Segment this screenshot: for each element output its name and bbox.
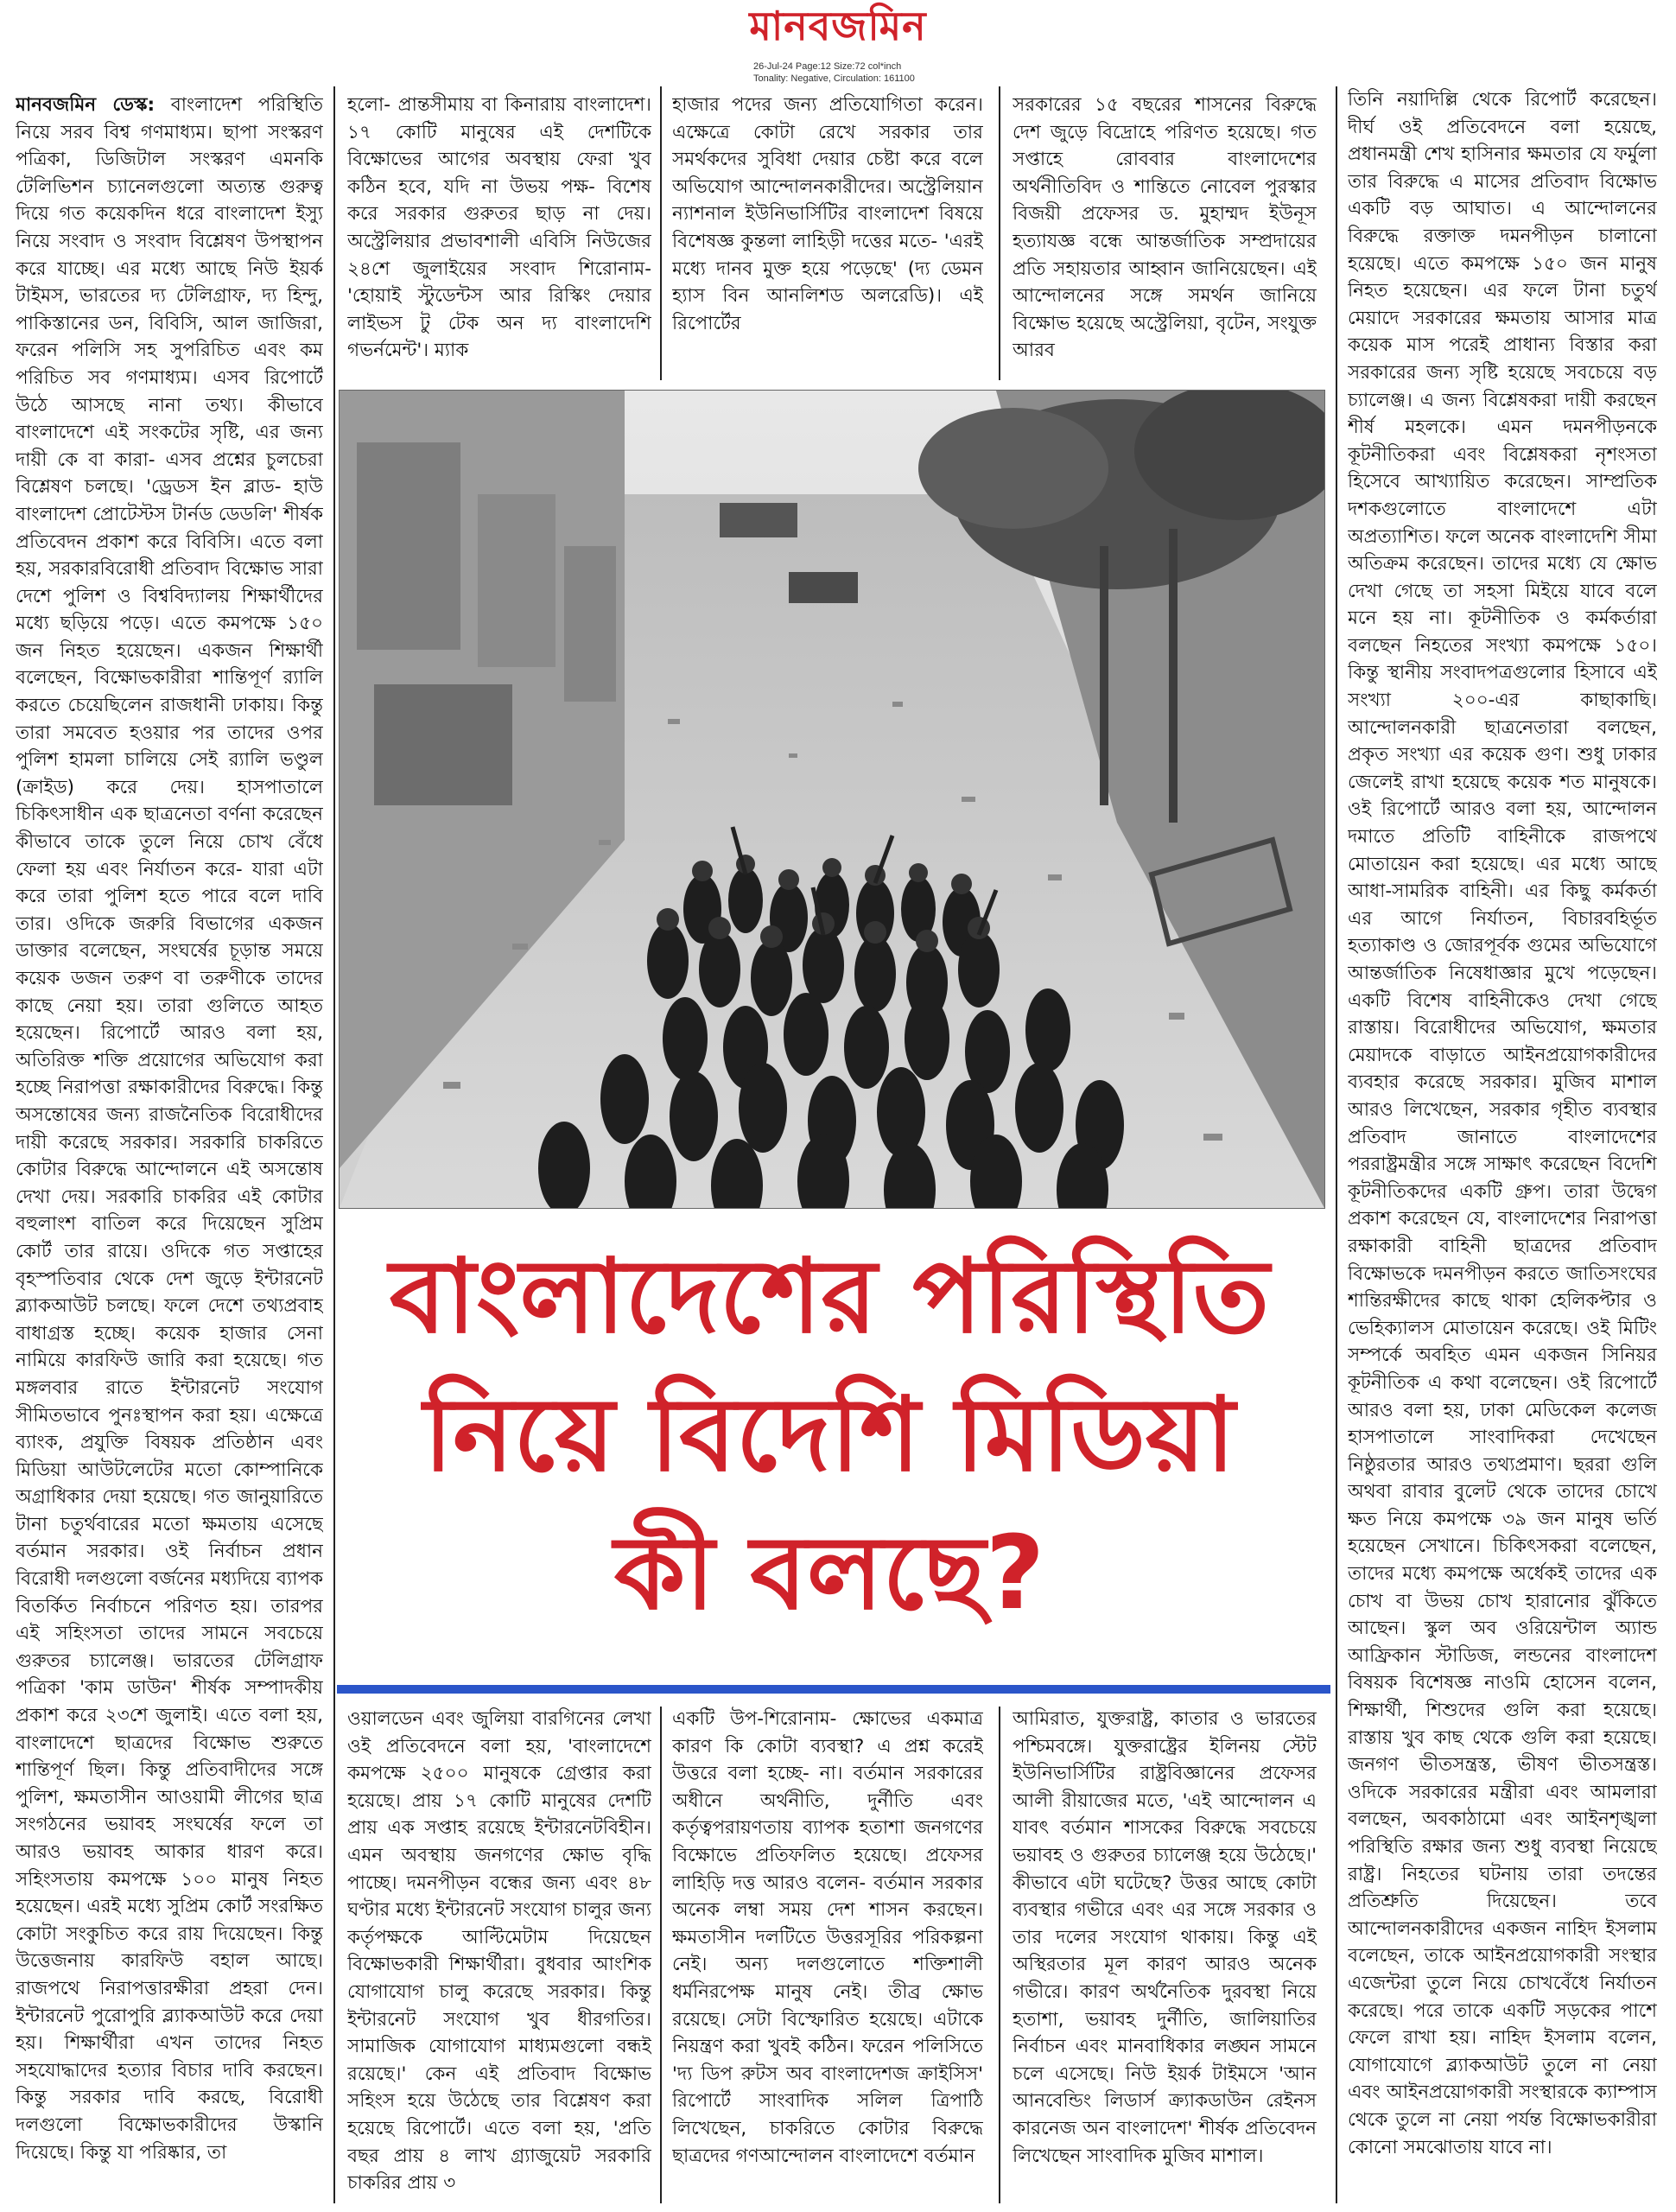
article-column-3-top-text: হাজার পদের জন্য প্রতিযোগিতা করেন। এক্ষেত্রে কোটা রেখে সরকার তার সমর্থকদের সুবিধা দেয়ার চেষ্টা করে বলে অভিযোগ আন্দোলনকারীদের। অস্ট্রেলিয়ান ন্যাশনাল ইউনিভার্সিটির বাংলাদেশ বিষয়ে বিশেষজ্ঞ কুন্তলা লাহিড়ী দত্তের মতে- 'এরই মধ্যে দানব মুক্ত হয়ে পড়েছে' (দ্য ডেমন হ্যাস বিন আনলিশড অলরেডি)। এই রিপোর্টের: [672, 94, 983, 334]
clipping-meta-line-2: Tonality: Negative, Circulation: 161100: [753, 73, 915, 84]
clipping-meta-line-1: 26-Jul-24 Page:12 Size:72 col*inch: [753, 61, 902, 72]
column-divider: [333, 86, 335, 2203]
article-column-3-bottom-text: একটি উপ-শিরোনাম- ক্ষোভের একমাত্র কারণ কি কোটা ব্যবস্থা? এ প্রশ্ন করেই উত্তরে বলা হচ্ছে- না। বর্তমান সরকারের অধীনে অর্থনীতি, দুর্নীতি এবং কর্তৃত্বপরায়ণতায় ব্যাপক হতাশা জনগণের বিক্ষোভে প্রতিফলিত হয়েছে। প্রফেসর লাহিড়ি দত্ত আরও বলেন- বর্তমান সরকার অনেক লম্বা সময় দেশ শাসন করছেন। ক্ষমতাসীন দলটিতে উত্তরসূরির পরিকল্পনা নেই। অন্য দলগুলোতে শক্তিশালী ধর্মনিরপেক্ষ মানুষ নেই। তীব্র ক্ষোভ রয়েছে। সেটা বিস্ফোরিত হয়েছে। এটাকে নিয়ন্ত্রণ করা খুবই কঠিন। ফরেন পলিসিতে 'দ্য ডিপ রুটস অব বাংলাদেশজ ক্রাইসিস' রিপোর্টে সাংবাদিক সলিল ত্রিপাঠি লিখেছেন, চাকরিতে কোটার বিরুদ্ধে ছাত্রদের গণআন্দোলন বাংলাদেশে বর্তমান: [672, 1708, 983, 2167]
article-column-4-top-text: সরকারের ১৫ বছরের শাসনের বিরুদ্ধে দেশ জুড়ে বিদ্রোহে পরিণত হয়েছে। গত সপ্তাহে রোববার বাংলাদেশের অর্থনীতিবিদ ও শান্তিতে নোবেল পুরস্কার বিজয়ী প্রফেসর ড. মুহাম্মদ ইউনূস হত্যাযজ্ঞ বন্ধে আন্তর্জাতিক সম্প্রদায়ের প্রতি সহায়তার আহ্বান জানিয়েছেন। এই আন্দোলনের সঙ্গে সমর্থন জানিয়ে বিক্ষোভ হয়েছে অস্ট্রেলিয়া, বৃটেন, সংযুক্ত আরব: [1013, 94, 1317, 362]
article-column-2-bottom: [347, 1706, 651, 2200]
masthead-logo: [708, 0, 968, 59]
headline-line-3: কী বলছে?: [613, 1513, 1045, 1632]
article-column-3-top: [672, 92, 983, 382]
headline: [328, 1214, 1330, 1681]
article-column-1: [16, 92, 323, 2200]
article-dateline: মানবজমিন ডেস্ক:: [16, 94, 156, 116]
article-column-2-top: [347, 92, 651, 382]
headline-line-1: বাংলাদেশের পরিস্থিতি: [389, 1236, 1270, 1356]
article-column-4-bottom: [1013, 1706, 1317, 2200]
column-divider: [660, 1707, 662, 2203]
article-column-4-bottom-text: আমিরাত, যুক্তরাষ্ট্র, কাতার ও ভারতের পশ্চিমবঙ্গে। যুক্তরাষ্ট্রের ইলিনয় স্টেট ইউনিভার্সিটির রাষ্ট্রবিজ্ঞানের প্রফেসর আলী রীয়াজের মতে, 'এই আন্দোলন এ যাবৎ বর্তমান শাসকের বিরুদ্ধে সবচেয়ে ভয়াবহ ও গুরুতর চ্যালেঞ্জ হয়ে উঠেছে।' কীভাবে এটা ঘটেছে? উত্তর আছে কোটা ব্যবস্থার গভীরে এবং এর সঙ্গে সরকার ও তার দলের সংযোগ থাকায়। কিন্তু এই অস্থিরতার মূল কারণ আরও অনেক গভীরে। কারণ অর্থনৈতিক দুরবস্থা নিয়ে হতাশা, ভয়াবহ দুর্নীতি, জালিয়াতির নির্বাচন এবং মানবাধিকার লঙ্ঘন সামনে চলে এসেছে। নিউ ইয়র্ক টাইমসে 'আন আনবেন্ডিং লিডার্স ক্র্যাকডাউন রেইনস কারনেজ অন বাংলাদেশ' শীর্ষক প্রতিবেদন লিখেছেন সাংবাদিক মুজিব মাশাল।: [1013, 1708, 1317, 2167]
headline-underline-bar: [337, 1685, 1330, 1694]
column-divider: [999, 86, 1000, 380]
article-column-3-bottom: [672, 1706, 983, 2200]
news-photo: [339, 390, 1325, 1209]
headline-line-2: নিয়ে বিদেশি মিডিয়া: [423, 1375, 1235, 1494]
masthead-logo-text: মানবজমিন: [749, 3, 927, 49]
news-photo-illustration: [340, 391, 1324, 1208]
article-column-2-bottom-text: ওয়ালডেন এবং জুলিয়া বারগিনের লেখা ওই প্রতিবেদনে বলা হয়, 'বাংলাদেশে কমপক্ষে ২৫০০ মানুষকে গ্রেপ্তার করা হয়েছে। প্রায় ১৭ কোটি মানুষের দেশটি প্রায় এক সপ্তাহ রয়েছে ইন্টারনেটবিহীন। এমন অবস্থায় জনগণের ক্ষোভ বৃদ্ধি পাচ্ছে। দমনপীড়ন বন্ধের জন্য এবং ৪৮ ঘণ্টার মধ্যে ইন্টারনেট সংযোগ চালুর জন্য কর্তৃপক্ষকে আল্টিমেটাম দিয়েছেন বিক্ষোভকারী শিক্ষার্থীরা। বুধবার আংশিক যোগাযোগ চালু করেছে সরকার। কিন্তু ইন্টারনেট সংযোগ খুব ধীরগতির। সামাজিক যোগাযোগ মাধ্যমগুলো বন্ধই রয়েছে।' কেন এই প্রতিবাদ বিক্ষোভ সহিংস হয়ে উঠেছে তার বিশ্লেষণ করা হয়েছে রিপোর্টে। এতে বলা হয়, 'প্রতি বছর প্রায় ৪ লাখ গ্র্যাজুয়েট সরকারি চাকরির প্রায় ৩: [347, 1708, 651, 2195]
clipping-meta: [753, 60, 978, 85]
article-column-5-text: তিনি নয়াদিল্লি থেকে রিপোর্ট করেছেন। দীর্ঘ ওই প্রতিবেদনে বলা হয়েছে, প্রধানমন্ত্রী শেখ হাসিনার ক্ষমতার যে ফর্মুলা তার বিরুদ্ধে এ মাসের প্রতিবাদ বিক্ষোভ একটি বড় আঘাত। এ আন্দোলনের বিরুদ্ধে রক্তাক্ত দমনপীড়ন চালানো হয়েছে। এতে কমপক্ষে ১৫০ জন মানুষ নিহত হয়েছেন। এর ফলে টানা চতুর্থ মেয়াদে সরকারের ক্ষমতায় আসার মাত্র কয়েক মাস পরেই প্রাধান্য বিস্তার করা সরকারের জন্য সৃষ্টি হয়েছে সবচেয়ে বড় চ্যালেঞ্জ। এ জন্য বিশ্লেষকরা দায়ী করছেন শীর্ষ মহলকে। এমন দমনপীড়নকে কূটনীতিকরা এবং বিশ্লেষকরা নৃশংসতা হিসেবে আখ্যায়িত করেছেন। সাম্প্রতিক দশকগুলোতে বাংলাদেশে এটা অপ্রত্যাশিত। ফলে অনেক বাংলাদেশি সীমা অতিক্রম করেছেন। তাদের মধ্যে যে ক্ষোভ দেখা গেছে তা সহসা মিইয়ে যাবে বলে মনে হয় না। কূটনীতিক ও কর্মকর্তারা বলছেন নিহতের সংখ্যা কমপক্ষে ১৫০। কিন্তু স্থানীয় সংবাদপত্রগুলোর হিসাবে এই সংখ্যা ২০০-এর কাছাকাছি। আন্দোলনকারী ছাত্রনেতারা বলছেন, প্রকৃত সংখ্যা এর কয়েক গুণ। শুধু ঢাকার জেলেই রাখা হয়েছে কয়েক শত মানুষকে। ওই রিপোর্টে আরও বলা হয়, আন্দোলন দমাতে প্রতিটি বাহিনীকে রাজপথে মোতায়েন করা হয়েছে। এর মধ্যে আছে আধা-সামরিক বাহিনী। এর কিছু কর্মকর্তা এর আগে নির্যাতন, বিচারবহির্ভূত হত্যাকাণ্ড ও জোরপূর্বক গুমের অভিযোগে আন্তর্জাতিক নিষেধাজ্ঞার মুখে পড়েছেন। একটি বিশেষ বাহিনীকেও দেখা গেছে রাস্তায়। বিরোধীদের অভিযোগ, ক্ষমতার মেয়াদকে বাড়াতে আইনপ্রয়োগকারীদের ব্যবহার করেছে সরকার। মুজিব মাশাল আরও লিখেছেন, সরকার গৃহীত ব্যবস্থার প্রতিবাদ জানাতে বাংলাদেশের পররাষ্ট্রমন্ত্রীর সঙ্গে সাক্ষাৎ করেছেন বিদেশি কূটনীতিকদের একটি গ্রুপ। তারা উদ্বেগ প্রকাশ করেছেন যে, বাংলাদেশের নিরাপত্তা রক্ষাকারী বাহিনী ছাত্রদের প্রতিবাদ বিক্ষোভকে দমনপীড়ন করতে জাতিসংঘের শান্তিরক্ষীদের কাছে থাকা হেলিকপ্টার ও ভেহিক্যালস মোতায়েন করেছে। ওই মিটিং সম্পর্কে অবহিত এমন একজন সিনিয়র কূটনীতিক এ কথা বলেছেন। ওই রিপোর্টে আরও বলা হয়, ঢাকা মেডিকেল কলেজ হাসপাতালে সাংবাদিকরা দেখেছেন নিষ্ঠুরতার আরও তথ্যপ্রমাণ। ছররা গুলি অথবা রাবার বুলেট থেকে তাদের চোখে ক্ষত নিয়ে কমপক্ষে ৩৯ জন মানুষ ভর্তি হয়েছেন সেখানে। চিকিৎসকরা বলেছেন, তাদের মধ্যে কমপক্ষে অর্ধেকই তাদের এক চোখ বা উভয় চোখ হারানোর ঝুঁকিতে আছেন। স্কুল অব ওরিয়েন্টাল অ্যান্ড আফ্রিকান স্টাডিজ, লন্ডনের বাংলাদেশ বিষয়ক বিশেষজ্ঞ নাওমি হোসেন বলেন, শিক্ষার্থী, শিশুদের গুলি করা হয়েছে। রাস্তায় খুব কাছ থেকে গুলি করা হয়েছে। জনগণ ভীতসন্ত্রস্ত, ভীষণ ভীতসন্ত্রস্ত। ওদিকে সরকারের মন্ত্রীরা এবং আমলারা বলছেন, অবকাঠামো এবং আইনশৃঙ্খলা পরিস্থিতি রক্ষার জন্য শুধু ব্যবস্থা নিয়েছে রাষ্ট্র। নিহতের ঘটনায় তারা তদন্তের প্রতিশ্রুতি দিয়েছেন। তবে আন্দোলনকারীদের একজন নাহিদ ইসলাম বলেছেন, তাকে আইনপ্রয়োগকারী সংস্থার এজেন্টরা তুলে নিয়ে চোখবেঁধে নির্যাতন করেছে। পরে তাকে একটি সড়কের পাশে ফেলে রাখা হয়। নাহিদ ইসলাম বলেন, যোগাযোগে ব্ল্যাকআউট তুলে না নেয়া এবং আইনপ্রয়োগকারী সংস্থারকে ক্যাম্পাস থেকে তুলে না নেয়া পর্যন্ত বিক্ষোভকারীরা কোনো সমঝোতায় যাবে না।: [1348, 89, 1657, 2158]
column-divider: [660, 86, 662, 380]
article-column-2-top-text: হলো- প্রান্তসীমায় বা কিনারায় বাংলাদেশ। ১৭ কোটি মানুষের এই দেশটিকে বিক্ষোভের আগের অবস্থায় ফেরা খুব কঠিন হবে, যদি না উভয় পক্ষ- বিশেষ করে সরকার গুরুতর ছাড় না দেয়। অস্ট্রেলিয়ার প্রভাবশালী এবিসি নিউজের ২৪শে জুলাইয়ের সংবাদ শিরোনাম- 'হোয়াই স্টুডেন্টস আর রিস্কিং দেয়ার লাইভস টু টেক অন দ্য বাংলাদেশি গভর্নমেন্ট'। ম্যাক: [347, 94, 651, 362]
column-divider: [1336, 86, 1337, 2203]
article-column-5: [1348, 86, 1657, 2200]
article-column-1-text: বাংলাদেশ পরিস্থিতি নিয়ে সরব বিশ্ব গণমাধ্যম। ছাপা সংস্করণ পত্রিকা, ডিজিটাল সংস্করণ এমনকি টেলিভিশন চ্যানেলগুলো অত্যন্ত গুরুত্ব দিয়ে গত কয়েকদিন ধরে বাংলাদেশ ইস্যু নিয়ে সংবাদ ও সংবাদ বিশ্লেষণ উপস্থাপন করে যাচ্ছে। এর মধ্যে আছে নিউ ইয়র্ক টাইমস, ভারতের দ্য টেলিগ্রাফ, দ্য হিন্দু, পাকিস্তানের ডন, বিবিসি, আল জাজিরা, ফরেন পলিসি সহ সুপরিচিত এবং কম পরিচিত সব গণমাধ্যম। এসব রিপোর্টে উঠে আসছে নানা তথ্য। কীভাবে বাংলাদেশে এই সংকটের সৃষ্টি, এর জন্য দায়ী কে বা কারা- এসব প্রশ্নের চুলচেরা বিশ্লেষণ চলছে। 'ড্রেডস ইন ব্লাড- হাউ বাংলাদেশ প্রোটেস্টস টার্নড ডেডলি' শীর্ষক প্রতিবেদন প্রকাশ করে বিবিসি। এতে বলা হয়, সরকারবিরোধী প্রতিবাদ বিক্ষোভ সারা দেশে পুলিশ ও বিশ্ববিদ্যালয় শিক্ষার্থীদের মধ্যে ছড়িয়ে পড়ে। এতে কমপক্ষে ১৫০ জন নিহত হয়েছেন। একজন শিক্ষার্থী বলেছেন, বিক্ষোভকারীরা শান্তিপূর্ণ র‌্যালি করতে চেয়েছিলেন রাজধানী ঢাকায়। কিন্তু তারা সমবেত হওয়ার পর তাদের ওপর পুলিশ হামলা চালিয়ে সেই র‌্যালি ভণ্ডুল (ক্রাইড) করে দেয়। হাসপাতালে চিকিৎসাধীন এক ছাত্রনেতা বর্ণনা করেছেন কীভাবে তাকে তুলে নিয়ে চোখ বেঁধে ফেলা হয় এবং নির্যাতন করে- যারা এটা করে তারা পুলিশ হতে পারে বলে দাবি তার। ওদিকে জরুরি বিভাগের একজন ডাক্তার বলেছেন, সংঘর্ষের চূড়ান্ত সময়ে কয়েক ডজন তরুণ বা তরুণীকে তাদের কাছে নেয়া হয়। তারা গুলিতে আহত হয়েছেন। রিপোর্টে আরও বলা হয়, অতিরিক্ত শক্তি প্রয়োগের অভিযোগ করা হচ্ছে নিরাপত্তা রক্ষাকারীদের বিরুদ্ধে। কিন্তু অসন্তোষের জন্য রাজনৈতিক বিরোধীদের দায়ী করেছে সরকার। সরকারি চাকরিতে কোটার বিরুদ্ধে আন্দোলনে এই অসন্তোষ দেখা দেয়। সরকারি চাকরির এই কোটার বহুলাংশ বাতিল করে দিয়েছেন সুপ্রিম কোর্ট তার রায়ে। ওদিকে গত সপ্তাহের বৃহস্পতিবার থেকে দেশ জুড়ে ইন্টারনেট ব্ল্যাকআউট চলছে। ফলে দেশে তথ্যপ্রবাহ বাধাগ্রস্ত হচ্ছে। কয়েক হাজার সেনা নামিয়ে কারফিউ জারি করা হয়েছে। গত মঙ্গলবার রাতে ইন্টারনেট সংযোগ সীমিতভাবে পুনঃস্থাপন করা হয়। এক্ষেত্রে ব্যাংক, প্রযুক্তি বিষয়ক প্রতিষ্ঠান এবং মিডিয়া আউটলেটের মতো কোম্পানিকে অগ্রাধিকার দেয়া হয়েছে। গত জানুয়ারিতে টানা চতুর্থবারের মতো ক্ষমতায় এসেছে বর্তমান সরকার। ওই নির্বাচন প্রধান বিরোধী দলগুলো বর্জনের মধ্যদিয়ে ব্যাপক বিতর্কিত নির্বাচনে পরিণত হয়। তারপর এই সহিংসতা তাদের সামনে সবচেয়ে গুরুতর চ্যালেঞ্জ। ভারতের টেলিগ্রাফ পত্রিকা 'কাম ডাউন' শীর্ষক সম্পাদকীয় প্রকাশ করে ২৩শে জুলাই। এতে বলা হয়, বাংলাদেশে ছাত্রদের বিক্ষোভ শুরুতে শান্তিপূর্ণ ছিল। কিন্তু প্রতিবাদীদের সঙ্গে পুলিশ, ক্ষমতাসীন আওয়ামী লীগের ছাত্র সংগঠনের ভয়াবহ সংঘর্ষের ফলে তা আরও ভয়াবহ আকার ধারণ করে। সহিংসতায় কমপক্ষে ১০০ মানুষ নিহত হয়েছেন। এরই মধ্যে সুপ্রিম কোর্ট সংরক্ষিত কোটা সংকুচিত করে রায় দিয়েছেন। কিন্তু উত্তেজনায় কারফিউ বহাল আছে। রাজপথে নিরাপত্তারক্ষীরা প্রহরা দেন। ইন্টারনেট পুরোপুরি ব্ল্যাকআউট করে দেয়া হয়। শিক্ষার্থীরা এখন তাদের নিহত সহযোদ্ধাদের হত্যার বিচার দাবি করছেন। কিন্তু সরকার দাবি করছে, বিরোধী দলগুলো বিক্ষোভকারীদের উস্কানি দিয়েছে। কিন্তু যা পরিষ্কার, তা: [16, 94, 323, 2164]
column-divider: [999, 1707, 1000, 2203]
article-column-4-top: [1013, 92, 1317, 382]
